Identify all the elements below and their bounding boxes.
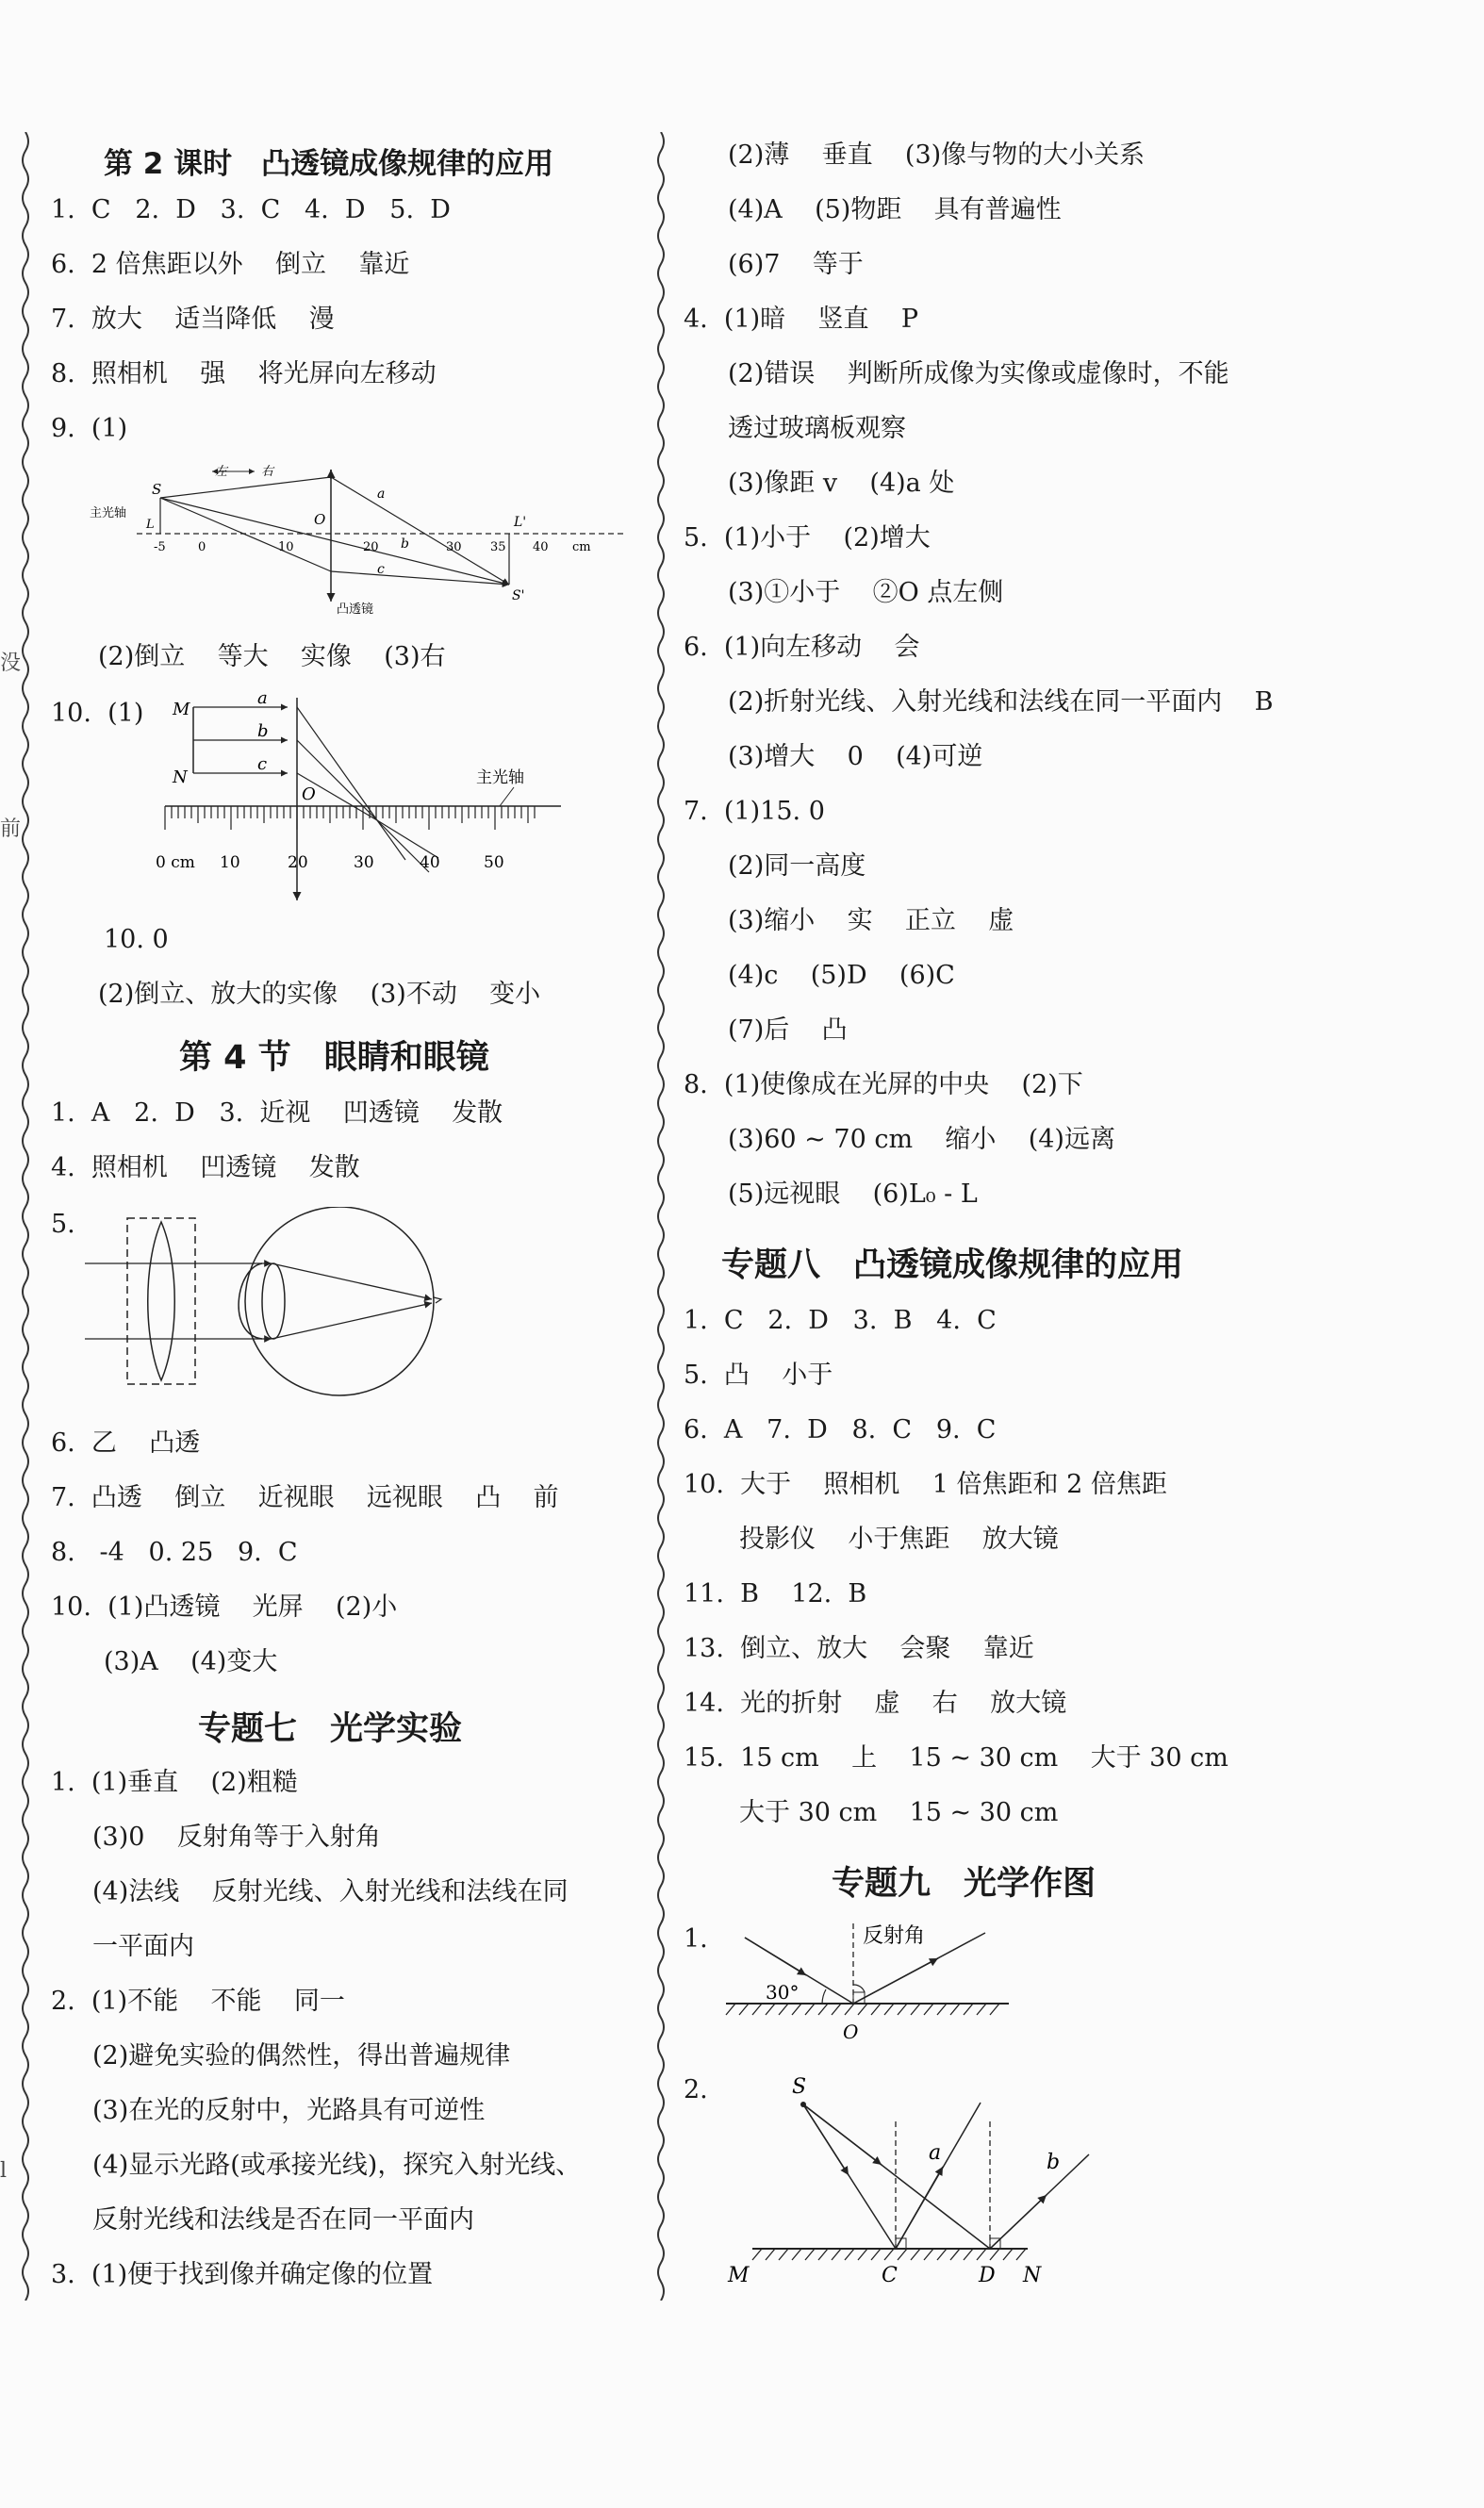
- tick-label: 20: [363, 540, 379, 554]
- answer-line: 2. (1)不能 不能 同一: [51, 1987, 345, 2016]
- answer-line: (6)7 等于: [728, 250, 864, 279]
- answer-line: 2.: [684, 2075, 708, 2104]
- focal-length-diagram: [156, 688, 580, 905]
- tick-label: 30: [446, 540, 462, 554]
- answer-line: 大于 30 cm 15 ~ 30 cm: [739, 1798, 1059, 1827]
- answer-line: (3)在光的反射中，光路具有可逆性: [92, 2096, 486, 2125]
- tick-label: cm: [572, 540, 591, 554]
- point-l-label: L: [146, 518, 155, 532]
- answer-line: 8. (1)使像成在光屏的中央 (2)下: [684, 1070, 1083, 1099]
- answer-line: 5.: [51, 1210, 75, 1239]
- ray-b-label: b: [1047, 2151, 1061, 2174]
- answer-line: (3)①小于 ②O 点左侧: [728, 578, 1004, 607]
- tick-label: 30: [354, 853, 374, 872]
- answer-line: (2)倒立 等大 实像 (3)右: [98, 642, 446, 671]
- direction-right-label: 右: [261, 465, 274, 479]
- answer-line: 10. (1): [51, 699, 144, 728]
- ray-c-label: c: [257, 754, 268, 774]
- point-n-label: N: [1023, 2264, 1042, 2287]
- answer-line: (2)薄 垂直 (3)像与物的大小关系: [728, 140, 1146, 170]
- answer-line: (2)错误 判断所成像为实像或虚像时，不能: [728, 359, 1229, 388]
- answer-line: 15. 15 cm 上 15 ~ 30 cm 大于 30 cm: [684, 1743, 1228, 1773]
- ray-a-label: a: [377, 487, 386, 502]
- answer-line: (3)增大 0 (4)可逆: [728, 742, 983, 771]
- lens-ray-diagram: [90, 460, 646, 625]
- answer-line: 10. 0: [104, 925, 169, 954]
- answer-line: 7. 凸透 倒立 近视眼 远视眼 凸 前: [51, 1483, 559, 1512]
- direction-left-label: 左: [215, 465, 228, 479]
- answer-line: 1.: [684, 1924, 708, 1954]
- point-o-label: O: [843, 2021, 859, 2043]
- main-axis-label: 主光轴: [90, 506, 127, 520]
- tick-label: 40: [533, 540, 549, 554]
- answer-line: 4. 照相机 凹透镜 发散: [51, 1153, 360, 1182]
- point-m-label: M: [728, 2264, 750, 2287]
- answer-line: 7. 放大 适当降低 漫: [51, 305, 335, 334]
- answer-line: 透过玻璃板观察: [728, 414, 906, 443]
- reflection-diagram: [717, 1914, 1018, 2055]
- answer-line: 5. 凸 小于: [684, 1361, 833, 1390]
- margin-fragment: l: [0, 2159, 8, 2183]
- ray-c-label: c: [377, 562, 385, 577]
- answer-line: 7. (1)15. 0: [684, 797, 825, 826]
- answer-line: 14. 光的折射 虚 右 放大镜: [684, 1689, 1067, 1718]
- margin-fragment: 没: [0, 652, 22, 675]
- tick-label: 50: [484, 853, 504, 872]
- answer-line: 13. 倒立、放大 会聚 靠近: [684, 1634, 1034, 1663]
- answer-line: 1. A 2. D 3. 近视 凹透镜 发散: [51, 1098, 503, 1128]
- answer-line: (4)c (5)D (6)C: [728, 961, 955, 990]
- answer-line: 10. (1)凸透镜 光屏 (2)小: [51, 1592, 398, 1622]
- center-wavy-divider: [654, 132, 668, 2301]
- answer-line: (3)0 反射角等于入射角: [92, 1823, 381, 1852]
- answer-line: 10. 大于 照相机 1 倍焦距和 2 倍焦距: [684, 1470, 1167, 1499]
- convex-lens-label: 凸透镜: [337, 602, 374, 617]
- answer-line: 8. 照相机 强 将光屏向左移动: [51, 359, 437, 388]
- answer-line: 11. B 12. B: [684, 1579, 867, 1609]
- point-o-label: O: [302, 784, 316, 804]
- answer-line: 6. 乙 凸透: [51, 1428, 201, 1458]
- answer-line: (2)避免实验的偶然性，得出普遍规律: [92, 2041, 511, 2071]
- tick-label: 0: [198, 540, 206, 554]
- answer-line: 一平面内: [92, 1932, 194, 1961]
- answer-line: 8. -4 0. 25 9. C: [51, 1538, 298, 1567]
- answer-line: 9. (1): [51, 414, 128, 443]
- eye-correction-diagram: [85, 1207, 462, 1405]
- answer-line: 投影仪 小于焦距 放大镜: [739, 1525, 1059, 1554]
- ray-b-label: b: [401, 536, 409, 552]
- answer-line: 6. (1)向左移动 会: [684, 633, 920, 662]
- answer-line: (3)像距 v (4)a 处: [728, 469, 955, 498]
- answer-line: 5. (1)小于 (2)增大: [684, 523, 931, 553]
- point-s-label: S: [792, 2075, 807, 2099]
- point-o-label: O: [314, 511, 326, 528]
- point-n-label: N: [173, 767, 188, 787]
- main-axis-label: 主光轴: [476, 768, 524, 787]
- tick-label: -5: [154, 540, 166, 554]
- point-sp-label: S': [512, 588, 525, 603]
- answer-line: 6. A 7. D 8. C 9. C: [684, 1415, 997, 1444]
- reflection-angle-label: 反射角: [863, 1924, 926, 1948]
- tick-label: 35: [490, 540, 506, 554]
- answer-line: (3)缩小 实 正立 虚: [728, 906, 1014, 935]
- answer-line: 反射光线和法线是否在同一平面内: [92, 2205, 474, 2235]
- answer-line: (4)显示光路(或承接光线)，探究入射光线、: [92, 2151, 582, 2180]
- answer-line: 1. (1)垂直 (2)粗糙: [51, 1768, 298, 1797]
- incident-angle-label: 30°: [766, 1981, 800, 2004]
- point-c-label: C: [882, 2264, 898, 2287]
- answer-line: (2)同一高度: [728, 851, 866, 881]
- tick-label: 40: [420, 853, 440, 872]
- left-wavy-divider: [19, 132, 32, 2301]
- section-heading: 专题七 光学实验: [198, 1710, 463, 1748]
- answer-line: (3)A (4)变大: [104, 1647, 278, 1676]
- answer-line: (5)远视眼 (6)L₀ - L: [728, 1180, 978, 1209]
- ray-a-label: a: [929, 2141, 942, 2165]
- answer-line: (3)60 ~ 70 cm 缩小 (4)远离: [728, 1125, 1115, 1154]
- answer-line: 1. C 2. D 3. B 4. C: [684, 1306, 997, 1335]
- answer-line: 4. (1)暗 竖直 P: [684, 305, 918, 334]
- section-heading: 专题九 光学作图: [832, 1865, 1097, 1903]
- section-heading: 第 4 节 眼睛和眼镜: [179, 1039, 489, 1077]
- section-heading: 专题八 凸透镜成像规律的应用: [721, 1246, 1184, 1284]
- plane-mirror-diagram: [717, 2065, 1113, 2291]
- answer-line: (7)后 凸: [728, 1015, 848, 1045]
- tick-label: 20: [288, 853, 308, 872]
- margin-fragment: 前: [0, 817, 22, 841]
- ray-a-label: a: [257, 688, 268, 708]
- answer-line: 3. (1)便于找到像并确定像的位置: [51, 2260, 434, 2289]
- tick-label: 0 cm: [156, 853, 195, 872]
- point-lp-label: L': [514, 515, 527, 530]
- answer-line: 1. C 2. D 3. C 4. D 5. D: [51, 195, 451, 224]
- answer-line: (4)A (5)物距 具有普遍性: [728, 195, 1062, 224]
- point-m-label: M: [173, 700, 190, 719]
- answer-line: (2)折射光线、入射光线和法线在同一平面内 B: [728, 687, 1274, 717]
- point-s-label: S: [152, 481, 162, 498]
- answer-line: 6. 2 倍焦距以外 倒立 靠近: [51, 250, 410, 279]
- tick-label: 10: [220, 853, 240, 872]
- ray-b-label: b: [257, 721, 269, 741]
- answer-line: (4)法线 反射光线、入射光线和法线在同: [92, 1877, 569, 1906]
- point-d-label: D: [979, 2264, 996, 2287]
- answer-line: (2)倒立、放大的实像 (3)不动 变小: [98, 980, 541, 1009]
- section-heading: 第 2 课时 凸透镜成像规律的应用: [104, 147, 554, 181]
- tick-label: 10: [278, 540, 294, 554]
